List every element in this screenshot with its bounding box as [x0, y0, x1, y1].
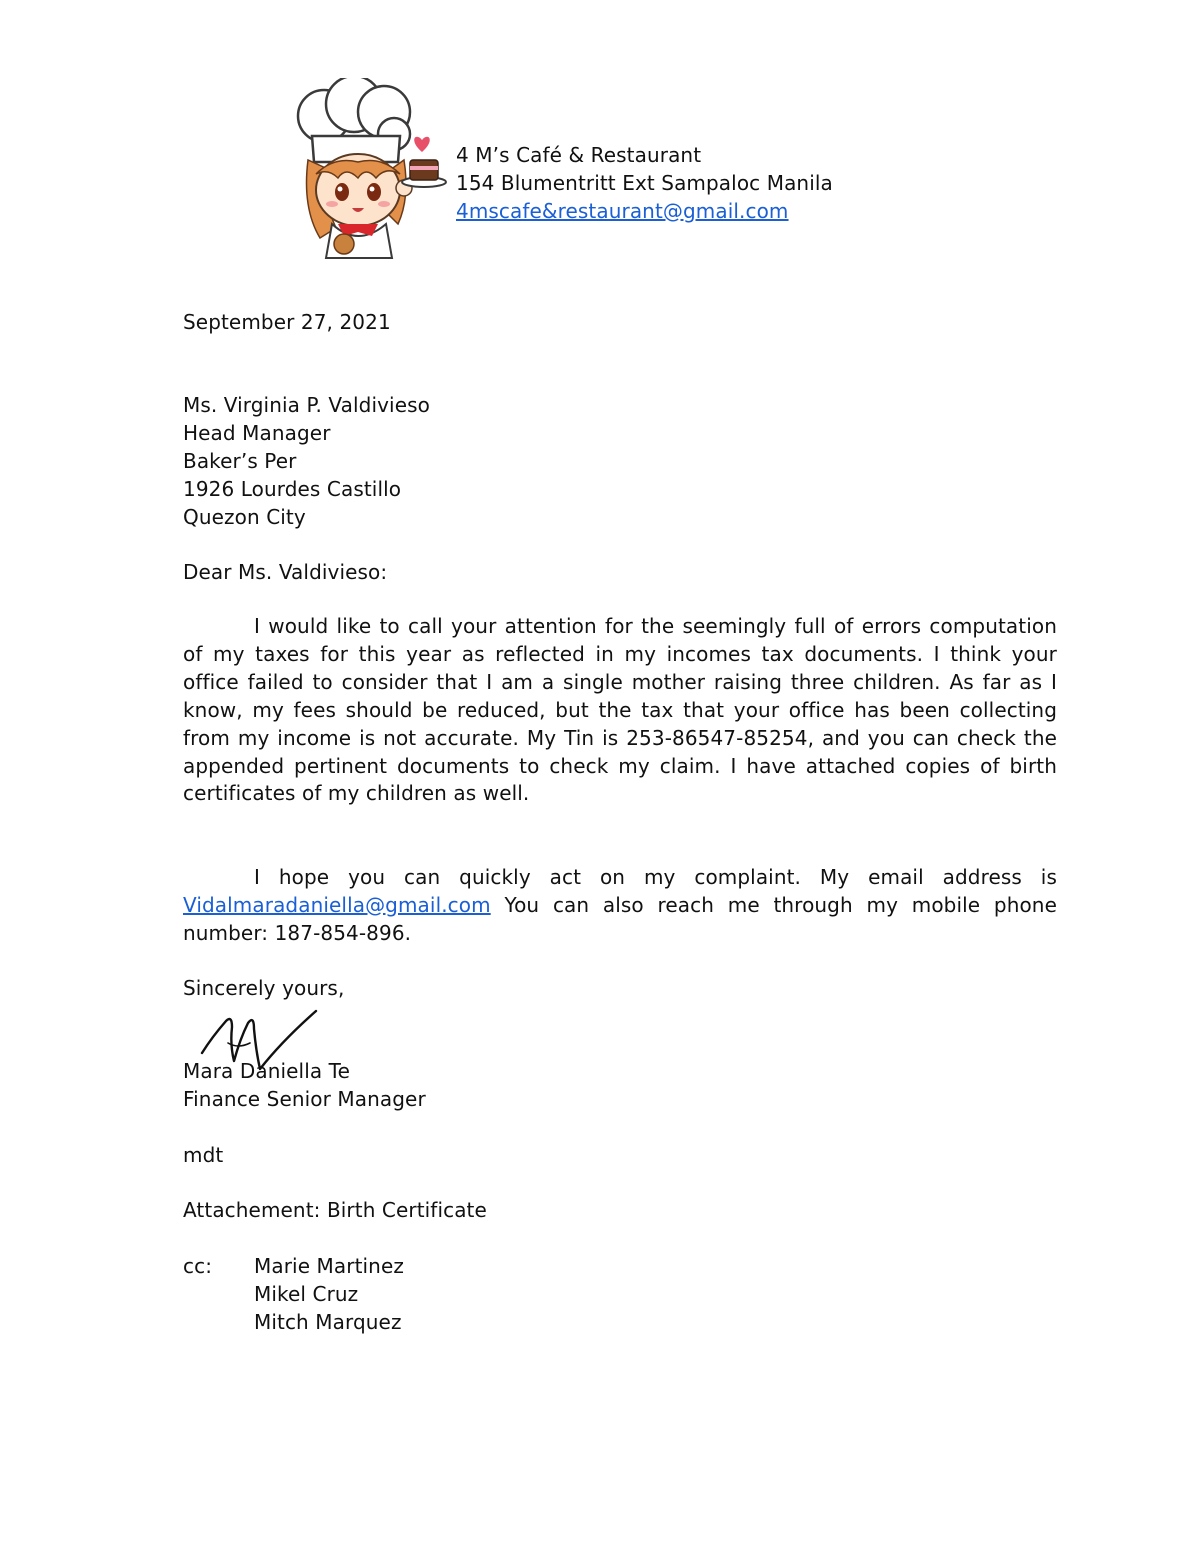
salutation: Dear Ms. Valdivieso: — [183, 560, 388, 584]
body-paragraph-1: I would like to call your attention for the seemingly full of errors computation of my taxes for this year as reflected in my incomes tax documents. I think your office failed to consider that I am a single mother raising three children. As far as I know, my fees should be reduced, but the tax that your office has been collecting from my income is not accurate. My Tin is 253-86547-85254, and you can check the appended pertinent documents to check my claim. I have attached copies of birth certificates of my children as well. — [183, 614, 1057, 806]
sender-email-link[interactable]: Vidalmaradaniella@gmail.com — [183, 892, 491, 917]
cc-name: Marie Martinez — [254, 1254, 404, 1278]
cc-list — [254, 1252, 404, 1336]
company-address: 154 Blumentritt Ext Sampaloc Manila — [456, 171, 833, 195]
letter-date: September 27, 2021 — [183, 310, 391, 334]
recipient-name: Ms. Virginia P. Valdivieso — [183, 393, 430, 417]
recipient-street: 1926 Lourdes Castillo — [183, 477, 402, 501]
attachment-note: Attachement: Birth Certificate — [183, 1198, 487, 1222]
signatory-title: Finance Senior Manager — [183, 1087, 426, 1111]
cc-name: Mitch Marquez — [254, 1310, 402, 1334]
paragraph-2-rest: You can also reach me through my mobile phone number: 187-854-896. — [183, 892, 1057, 945]
recipient-block — [183, 391, 430, 531]
signatory-name: Mara Daniella Te — [183, 1059, 350, 1083]
recipient-company: Baker’s Per — [183, 449, 297, 473]
reference-initials: mdt — [183, 1143, 224, 1167]
paragraph-2-intro: I hope you can quickly act on my complaint. My email address is — [254, 865, 1057, 889]
body-paragraph-2 — [183, 864, 1057, 948]
closing: Sincerely yours, — [183, 976, 345, 1000]
recipient-city: Quezon City — [183, 505, 306, 529]
signatory-block — [183, 1057, 426, 1113]
company-name: 4 M’s Café & Restaurant — [456, 143, 702, 167]
letterhead — [456, 141, 833, 225]
company-email-link[interactable]: 4mscafe&restaurant@gmail.com — [456, 199, 789, 223]
chef-girl-with-cake-icon — [282, 78, 450, 264]
cc-name: Mikel Cruz — [254, 1282, 359, 1306]
recipient-title: Head Manager — [183, 421, 331, 445]
cc-label: cc: — [183, 1254, 213, 1278]
